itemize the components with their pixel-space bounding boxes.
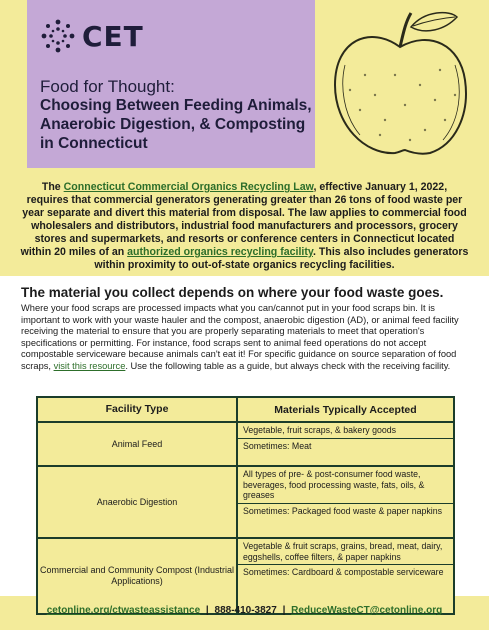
organics-law-link[interactable]: Connecticut Commercial Organics Recycling Law [63, 181, 314, 193]
footer [0, 605, 489, 616]
table-row [38, 465, 453, 537]
sometimes-text: Sometimes: Packaged food waste & paper napkins [238, 503, 453, 519]
logo-text: CET [82, 19, 144, 53]
sometimes-text: Sometimes: Meat [238, 438, 453, 454]
intro-text-mid: , effective January 1, 2022, requires that commercial generators generating greater than 26 tons of food waste per year separate and divert this material from disposal. The law applies to commercial food wholesalers and distributors, industrial food manufacturers and processors, grocery stores and supermarkets, and resorts or conference centers in Connecticut located within 20 miles of an [20, 181, 467, 258]
facility-cell: Commercial and Community Compost (Industrial Applications) [38, 539, 238, 613]
facility-table [36, 396, 455, 615]
materials-cell [238, 467, 453, 537]
cet-logo [40, 18, 144, 54]
accepted-text: Vegetable, fruit scraps, & bakery goods [243, 425, 397, 435]
content-panel [0, 276, 489, 596]
table-header-row [38, 398, 453, 421]
section-body-post: . Use the following table as a guide, but always check with the receiving facility. [125, 360, 451, 371]
header-area [0, 0, 489, 175]
footer-separator: | [282, 605, 286, 616]
intro-text-post: . This also includes generators within proximity to out-of-state organics recycling facilities. [94, 246, 469, 271]
table-row [38, 421, 453, 465]
accepted-text: All types of pre- & post-consumer food waste, beverages, food processing waste, fats, oils, & greases [243, 469, 425, 500]
authorized-facility-link[interactable]: authorized organics recycling facility [127, 246, 313, 258]
footer-separator: | [205, 605, 209, 616]
cet-logo-icon [40, 18, 76, 54]
visit-resource-link[interactable]: visit this resource [53, 360, 126, 371]
section-body [21, 303, 471, 372]
page-title: Choosing Between Feeding Animals, Anaerobic Digestion, & Composting in Connecticut [40, 97, 312, 152]
header-facility-type: Facility Type [38, 398, 238, 421]
materials-cell [238, 423, 453, 465]
section-body-pre: Where your food scraps are processed impacts what you can/cannot put in your food scraps bin. It is important to work with your waste hauler and the compost, anaerobic digestion (AD), or animal feed facility receiving the material to ensure that you are properly separating materials to meet that operation's specifications or permitting. For instance, food scraps sent to animal feed operations do not accept compostable serviceware because animals can't eat it! For specific guidance on source separation of food scraps, [21, 303, 459, 371]
intro-paragraph [20, 181, 469, 272]
facility-cell: Anaerobic Digestion [38, 467, 238, 537]
section-title: The material you collect depends on where your food waste goes. [21, 285, 444, 300]
intro-text-pre: The [41, 181, 64, 193]
table-row [38, 537, 453, 613]
ct-waste-assistance-link[interactable]: cetonline.org/ctwasteassistance [46, 605, 201, 616]
kicker: Food for Thought: [40, 77, 175, 96]
apple-illustration [325, 5, 475, 165]
header-materials: Materials Typically Accepted [274, 403, 417, 416]
accepted-text: Vegetable & fruit scraps, grains, bread, meat, dairy, eggshells, coffee filters, & paper napkins [243, 541, 443, 562]
facility-cell: Animal Feed [38, 423, 238, 465]
reduce-waste-email-link[interactable]: ReduceWasteCT@cetonline.org [291, 605, 443, 616]
footer-phone: 888-410-3827 [214, 605, 277, 616]
sometimes-text: Sometimes: Cardboard & compostable serviceware [238, 564, 453, 580]
materials-cell [238, 539, 453, 613]
